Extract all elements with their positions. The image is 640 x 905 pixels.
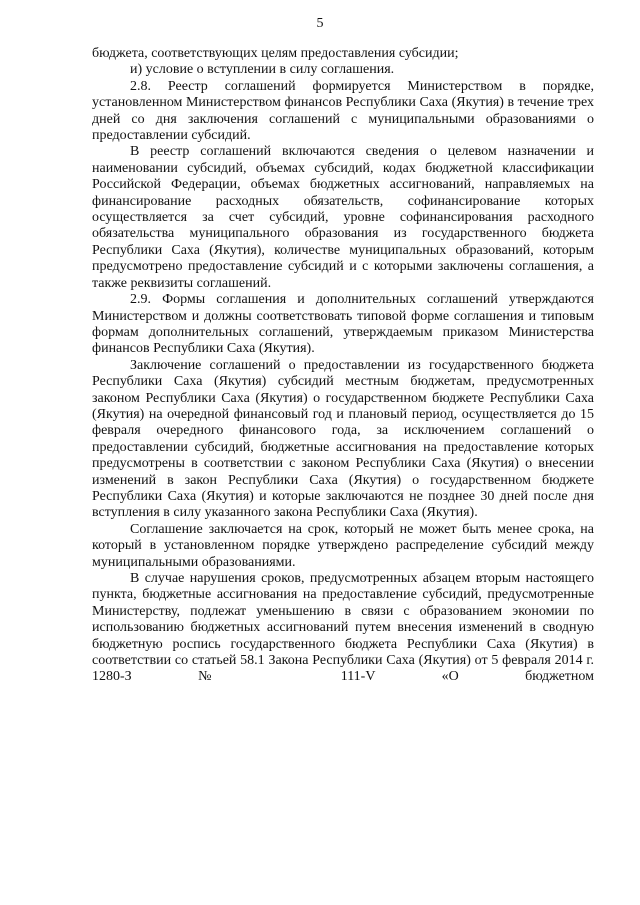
paragraph-violation: В случае нарушения сроков, предусмотренных абзацем вторым настоящего пункта, бюджетные ассигнования на предоставление субсидий, предусмотренные Министерству, подлежат уменьшению в связи с образованием экономии по использованию бюджетных ассигнований путем внесения изменений в сводную бюджетную роспись государственного бюджета Республики Саха (Якутия) в соответствии со статьей 58.1 Закона Республики Саха (Якутия) от 5 февраля 2014 г. 1280-З № 111-V «О бюджетном [92,571,594,685]
paragraph-2-8: 2.8. Реестр соглашений формируется Министерством в порядке, установленном Министерством финансов Республики Саха (Якутия) в течение трех дней со дня заключения соглашений с муниципальными образованиями о предоставлении субсидий. [92,78,594,144]
paragraph-clause-i: и) условие о вступлении в силу соглашения. [130,62,395,78]
paragraph-registry-contents: В реестр соглашений включаются сведения о целевом назначении и наименовании субсидий, объемах субсидий, кодах бюджетной классификации Российской Федерации, объемах бюджетных ассигнований, направляемых на финансирование расходных обязательств, софинансирование которых осуществляется за счет субсидий, уровне софинансирования расходного обязательства муниципального образования из государственного бюджета Республики Саха (Якутия), количестве муниципальных образований, которым предусмотрено предоставление субсидий и с которыми заключены соглашения, а также реквизиты соглашений. [92,144,594,291]
page-number: 5 [316,16,324,31]
paragraph-agreement-deadline: Заключение соглашений о предоставлении из государственного бюджета Республики Саха (Якутия) субсидий местным бюджетам, предусмотренных законом Республики Саха (Якутия) о государственном бюджете Республики Саха (Якутия) на очередной финансовый год и плановый период, осуществляется до 15 февраля очередного финансового года, за исключением соглашений о предоставлении субсидий, бюджетные ассигнования на предоставление которых предусмотрены в соответствии с законом Республики Саха (Якутия) о внесении изменений в закон Республики Саха (Якутия) о государственном бюджете Республики Саха (Якутия) и которые заключаются не позднее 30 дней после дня вступления в силу указанного закона Республики Саха (Якутия). [92,357,594,521]
paragraph-2-9: 2.9. Формы соглашения и дополнительных соглашений утверждаются Министерством и должны соответствовать типовой форме соглашения и типовым формам дополнительных соглашений, утверждаемым приказом Министерства финансов Республики Саха (Якутия). [92,292,594,357]
paragraph-agreement-term: Соглашение заключается на срок, который не может быть менее срока, на который в установленном порядке утверждено распределение субсидий между муниципальными образованиями. [92,521,594,570]
document-body [92,46,594,686]
paragraph-continuation: бюджета, соответствующих целям предоставления субсидии; [92,46,459,61]
